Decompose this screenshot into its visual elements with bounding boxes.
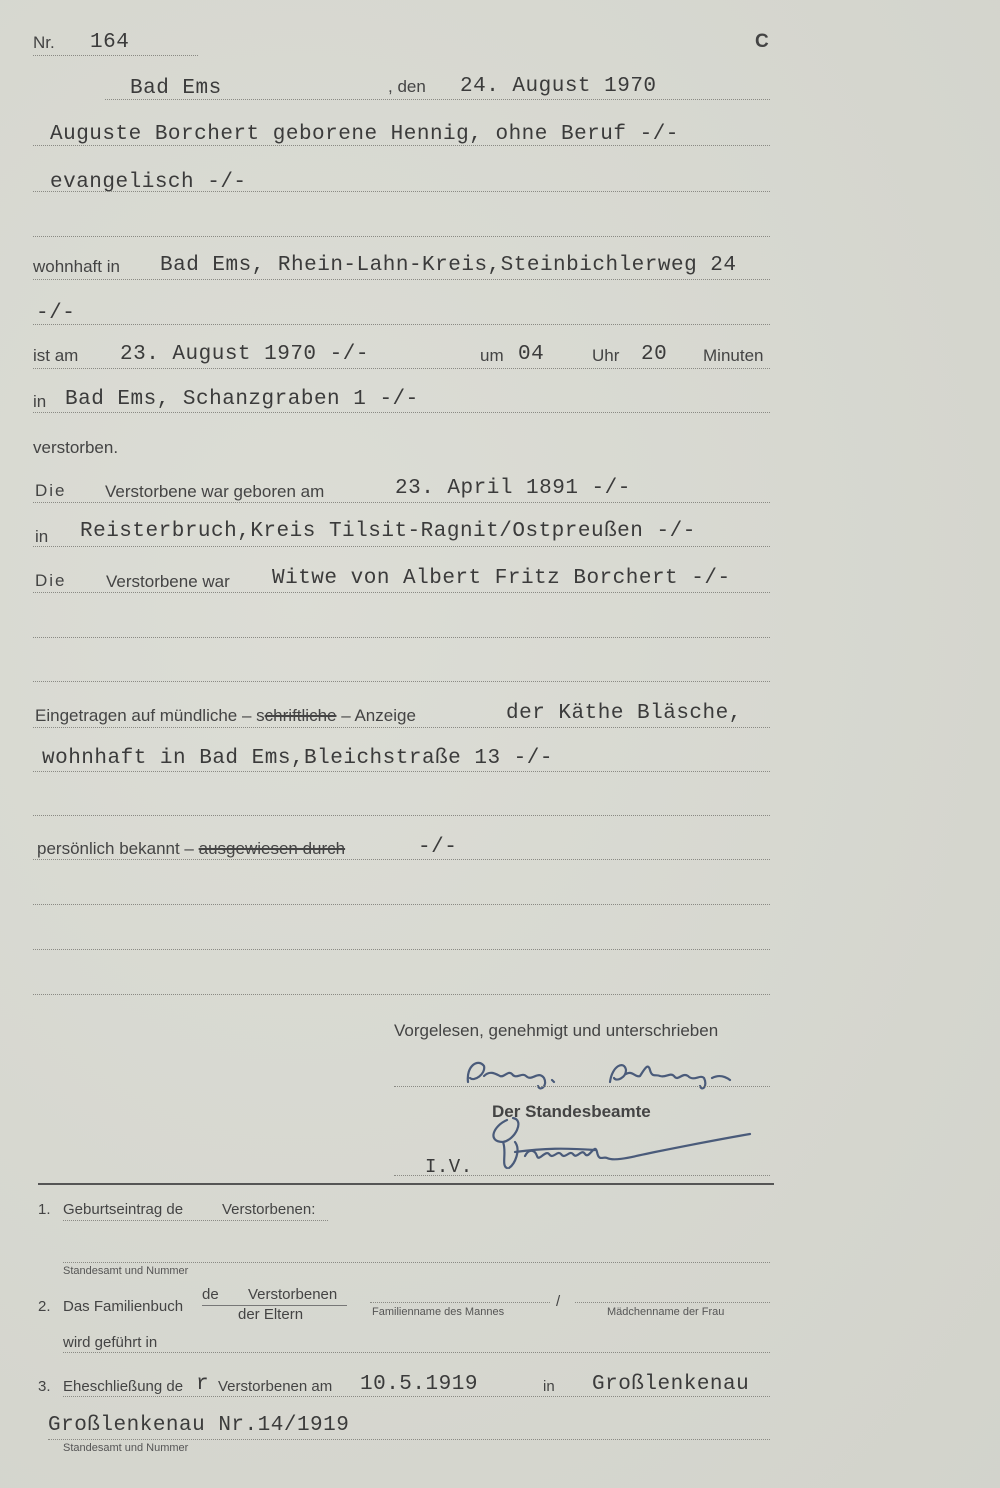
item1-number: 1. <box>38 1201 51 1218</box>
dotted-line <box>33 904 770 905</box>
dotted-line <box>33 279 770 280</box>
dotted-line <box>33 994 770 995</box>
birth-place: Reisterbruch,Kreis Tilsit-Ragnit/Ostpreußen -/- <box>80 520 696 543</box>
dotted-line <box>48 1439 770 1440</box>
dotted-line <box>33 815 770 816</box>
death-hour: 04 <box>518 343 545 366</box>
register-number: 164 <box>90 31 130 54</box>
dotted-line <box>33 859 770 860</box>
verstorben-label: verstorben. <box>33 438 119 457</box>
identity-label: persönlich bekannt – ausgewiesen durch <box>37 839 346 858</box>
dotted-line <box>33 368 770 369</box>
marriage-registry: Großlenkenau Nr.14/1919 <box>48 1414 350 1437</box>
nr-label: Nr. <box>33 33 55 52</box>
item1-label: Geburtseintrag de <box>63 1201 184 1218</box>
deceased-name: Auguste Borchert geborene Hennig, ohne Beruf -/- <box>50 123 679 146</box>
dotted-line <box>33 546 770 547</box>
dotted-line <box>33 949 770 950</box>
den-label: , den <box>388 77 426 96</box>
marital-status: Witwe von Albert Fritz Borchert -/- <box>272 567 731 590</box>
dotted-line <box>33 681 770 682</box>
registrar-signature <box>485 1112 765 1172</box>
birth-in-label: in <box>35 527 49 546</box>
iv-label: I.V. <box>425 1156 473 1178</box>
um-label: um <box>480 346 504 365</box>
status-label: Verstorbene war <box>106 572 230 591</box>
der-eltern-option: der Eltern <box>238 1306 304 1323</box>
birth-date: 23. April 1891 -/- <box>395 477 631 500</box>
marriage-date: 10.5.1919 <box>360 1373 478 1396</box>
item3-label: Eheschließung de <box>63 1378 184 1395</box>
registry-place: Bad Ems <box>130 77 222 100</box>
die-label: Die <box>35 481 67 500</box>
death-date: 23. August 1970 -/- <box>120 343 369 366</box>
identity-value: -/- <box>418 836 458 859</box>
minuten-label: Minuten <box>703 346 764 365</box>
read-approved-label: Vorgelesen, genehmigt und unterschrieben <box>394 1021 719 1040</box>
maedchenname-frau-caption: Mädchenname der Frau <box>607 1306 725 1318</box>
dotted-line <box>33 324 770 325</box>
dotted-line <box>63 1220 328 1221</box>
item2-label: Das Familienbuch <box>63 1298 184 1315</box>
dotted-line <box>33 55 198 56</box>
wird-gefuehrt-label: wird geführt in <box>63 1334 158 1351</box>
item2-number: 2. <box>38 1298 51 1315</box>
item3-r-suffix: r <box>196 1373 210 1396</box>
deceased-religion: evangelisch -/- <box>50 171 247 194</box>
dotted-line <box>63 1262 770 1263</box>
dotted-line <box>33 727 770 728</box>
registry-date: 24. August 1970 <box>460 75 657 98</box>
registrar-label: Der Standesbeamte <box>492 1102 651 1121</box>
die-label: Die <box>35 571 67 590</box>
dotted-line <box>33 771 770 772</box>
entry-label: Eingetragen auf mündliche – schriftliche – Anzeige <box>35 706 416 725</box>
item3-mid: Verstorbenen am <box>218 1378 333 1395</box>
dotted-line <box>33 145 770 146</box>
familienname-mann-caption: Familienname des Mannes <box>372 1306 505 1318</box>
marriage-in-label: in <box>543 1378 555 1395</box>
dotted-line <box>63 1352 770 1353</box>
informant-name: der Käthe Bläsche, <box>506 702 742 725</box>
dotted-line <box>33 191 770 192</box>
dotted-line <box>33 236 770 237</box>
standesamt-nummer-caption: Standesamt und Nummer <box>63 1442 189 1454</box>
verstorbenen-option: Verstorbenen <box>248 1286 338 1303</box>
marriage-place: Großlenkenau <box>592 1373 750 1396</box>
residence-value: Bad Ems, Rhein-Lahn-Kreis,Steinbichlerweg 24 <box>160 254 737 277</box>
dotted-line <box>394 1175 770 1176</box>
dotted-line <box>394 1086 770 1087</box>
dotted-line <box>105 99 770 100</box>
item1-tail: Verstorbenen: <box>222 1201 316 1218</box>
death-place: Bad Ems, Schanzgraben 1 -/- <box>65 388 419 411</box>
form-letter: C <box>755 31 769 52</box>
item3-number: 3. <box>38 1378 51 1395</box>
divider-line <box>38 1183 774 1185</box>
dotted-line <box>33 592 770 593</box>
dotted-line <box>575 1302 770 1303</box>
informant-address: wohnhaft in Bad Ems,Bleichstraße 13 -/- <box>42 747 553 770</box>
residence-label: wohnhaft in <box>33 257 120 276</box>
de-label: de <box>202 1286 219 1303</box>
uhr-label: Uhr <box>592 346 620 365</box>
dotted-line <box>33 637 770 638</box>
birth-label: Verstorbene war geboren am <box>105 482 325 501</box>
dotted-line <box>370 1302 550 1303</box>
slash-separator: / <box>556 1293 561 1310</box>
residence-continuation: -/- <box>36 302 76 325</box>
death-minute: 20 <box>641 343 668 366</box>
dotted-line <box>63 1396 770 1397</box>
standesamt-nummer-caption: Standesamt und Nummer <box>63 1265 189 1277</box>
dotted-line <box>33 412 770 413</box>
dotted-line <box>33 502 770 503</box>
death-in-label: in <box>33 392 47 411</box>
informant-signature <box>460 1052 760 1097</box>
ist-am-label: ist am <box>33 346 79 365</box>
